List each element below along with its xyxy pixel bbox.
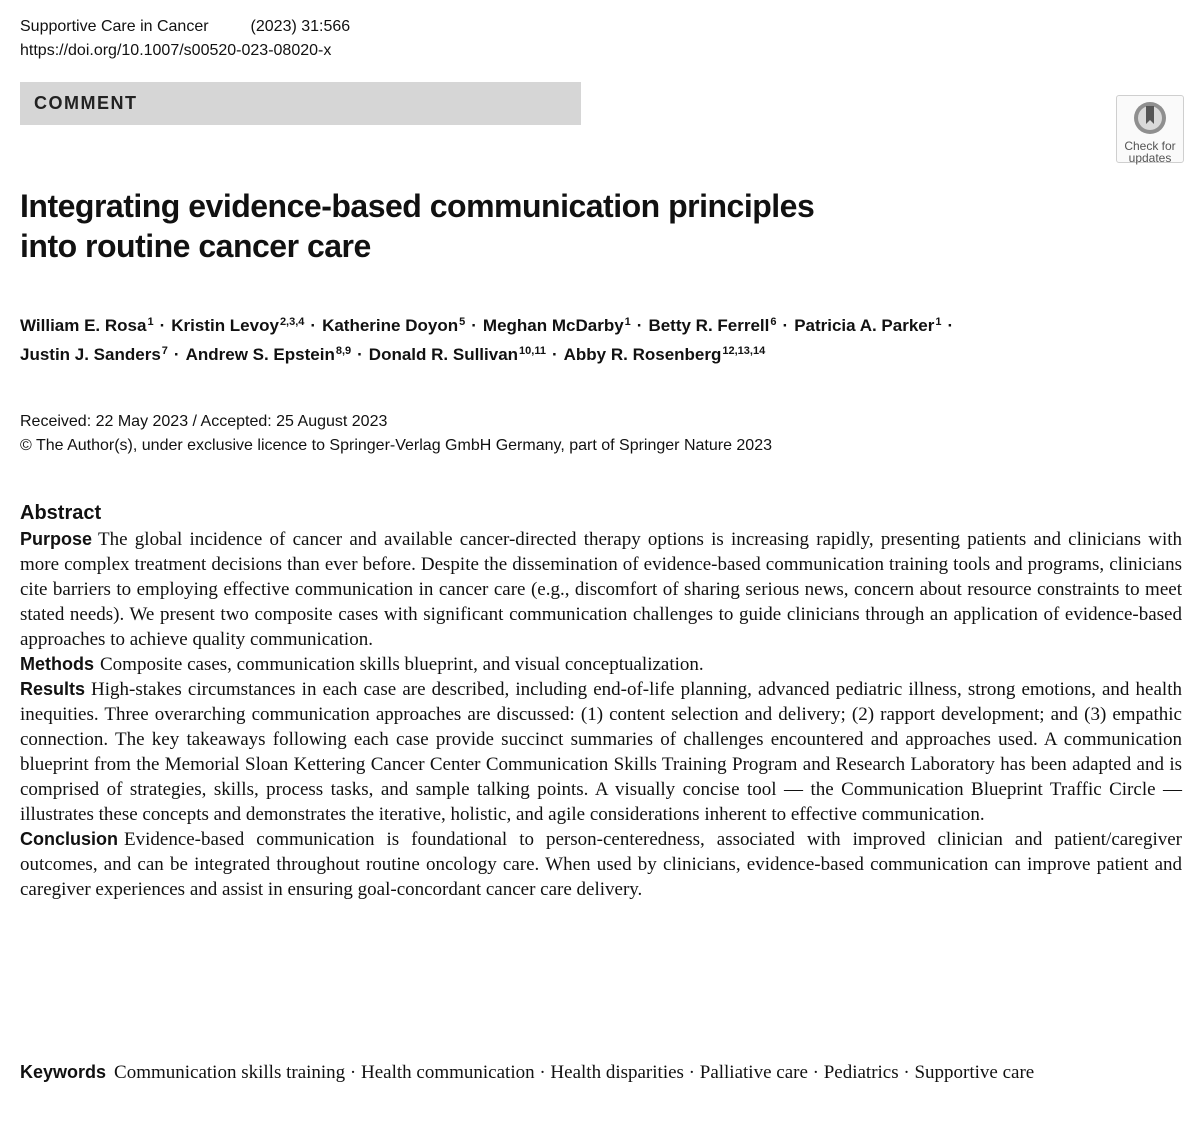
conclusion-label: Conclusion <box>20 829 118 849</box>
author-affiliation[interactable]: 8,9 <box>335 345 352 357</box>
author-name[interactable]: Kristin Levoy <box>171 316 279 335</box>
abstract-results <box>20 677 1182 827</box>
author-name[interactable]: Meghan McDarby <box>482 316 624 335</box>
methods-label: Methods <box>20 654 94 674</box>
keywords-text: Communication skills training · Health communication · Health disparities · Palliative care · Pediatrics · Supportive care <box>114 1062 1035 1083</box>
abstract-methods <box>20 652 1182 677</box>
author-separator: · <box>357 345 363 364</box>
journal-citation <box>20 18 350 36</box>
author-affiliation[interactable]: 2,3,4 <box>279 316 305 328</box>
article-dates <box>20 410 772 458</box>
purpose-text: The global incidence of cancer and available cancer-directed therapy options is increasing rapidly, presenting patients and clinicians with more complex treatment decisions than ever before. Despite the dissemination of evidence-based communication training tools and programs, clinicians cite barriers to employing effective communication in cancer care (e.g., discomfort of sharing serious news, concern about resource constraints to meet stated needs). We present two composite cases with significant communication challenges to guide clinicians through an application of evidence-based approaches to achieve quality communication. <box>20 529 1182 650</box>
doi-link[interactable]: https://doi.org/10.1007/s00520-023-08020-x <box>20 42 332 59</box>
author-name[interactable]: Andrew S. Epstein <box>185 345 335 364</box>
check-for-updates-icon <box>1132 100 1168 140</box>
article-title <box>20 186 920 266</box>
journal-name: Supportive Care in Cancer <box>20 18 209 35</box>
article-title-line2: into routine cancer care <box>20 228 371 264</box>
author-affiliation[interactable]: 1 <box>624 316 631 328</box>
keywords-section <box>20 1058 1182 1087</box>
author-separator: · <box>551 345 558 364</box>
article-type-bar <box>20 82 581 125</box>
author-item <box>483 316 631 335</box>
author-separator: · <box>782 316 789 335</box>
author-separator: · <box>471 316 477 335</box>
purpose-label: Purpose <box>20 529 93 549</box>
author-item <box>369 345 546 364</box>
article-type-label: COMMENT <box>34 93 138 113</box>
author-separator: · <box>310 316 317 335</box>
author-name[interactable]: William E. Rosa <box>20 316 147 335</box>
author-separator: · <box>159 316 166 335</box>
author-item <box>20 345 168 364</box>
author-item <box>648 316 776 335</box>
author-separator: · <box>636 316 643 335</box>
abstract-section <box>20 499 1182 902</box>
author-affiliation[interactable]: 6 <box>770 316 777 328</box>
author-name[interactable]: Katherine Doyon <box>322 316 459 335</box>
author-item <box>186 345 352 364</box>
abstract-conclusion <box>20 827 1182 902</box>
author-affiliation[interactable]: 5 <box>459 316 466 328</box>
author-name[interactable]: Patricia A. Parker <box>794 316 935 335</box>
author-name[interactable]: Justin J. Sanders <box>20 345 161 364</box>
author-separator: · <box>947 316 954 335</box>
author-affiliation[interactable]: 1 <box>935 316 942 328</box>
author-name[interactable]: Betty R. Ferrell <box>648 316 770 335</box>
check-for-updates-button[interactable] <box>1116 95 1184 163</box>
check-for-updates-line1: Check for <box>1124 139 1176 153</box>
author-list <box>20 311 1190 369</box>
received-accepted-dates: Received: 22 May 2023 / Accepted: 25 August 2023 <box>20 413 388 430</box>
author-item <box>20 316 154 335</box>
check-for-updates-line2: updates <box>1128 151 1172 165</box>
author-affiliation[interactable]: 1 <box>147 316 154 328</box>
copyright-notice: © The Author(s), under exclusive licence to Springer-Verlag GmbH Germany, part of Springer Nature 2023 <box>20 437 772 454</box>
author-name[interactable]: Donald R. Sullivan <box>368 345 519 364</box>
author-item <box>171 316 304 335</box>
conclusion-text: Evidence-based communication is foundational to person-centeredness, associated with improved clinician and patient/caregiver outcomes, and can be integrated throughout routine oncology care. When used by clinicians, evidence-based communication can improve patient and caregiver experiences and assist in ensuring goal-concordant cancer care delivery. <box>20 829 1182 900</box>
methods-text: Composite cases, communication skills blueprint, and visual conceptualization. <box>100 654 704 675</box>
author-separator: · <box>173 345 180 364</box>
abstract-purpose <box>20 527 1182 652</box>
results-label: Results <box>20 679 86 699</box>
keywords-label: Keywords <box>20 1062 107 1082</box>
results-text: High-stakes circumstances in each case are described, including end-of-life planning, advanced pediatric illness, strong emotions, and health inequities. Three overarching communication approaches are discussed: (1) content selection and delivery; (2) rapport development; and (3) empathic connection. The key takeaways following each case provide succinct summaries of challenges encountered and approaches used. A communication blueprint from the Memorial Sloan Kettering Cancer Center Communication Skills Training Program and Research Laboratory has been adapted and is comprised of strategies, skills, process tasks, and sample talking points. A visually concise tool — the Communication Blueprint Traffic Circle — illustrates these concepts and demonstrates the iterative, holistic, and agile considerations inherent to effective communication. <box>20 679 1182 825</box>
author-affiliation[interactable]: 12,13,14 <box>722 345 766 357</box>
author-affiliation[interactable]: 7 <box>161 345 168 357</box>
author-item <box>322 316 465 335</box>
author-affiliation[interactable]: 10,11 <box>519 345 546 357</box>
author-name[interactable]: Abby R. Rosenberg <box>563 345 722 364</box>
abstract-heading: Abstract <box>20 502 102 524</box>
author-item <box>564 345 766 364</box>
article-title-line1: Integrating evidence-based communication principles <box>20 188 815 224</box>
journal-volume: (2023) 31:566 <box>250 18 351 35</box>
author-item <box>794 316 941 335</box>
